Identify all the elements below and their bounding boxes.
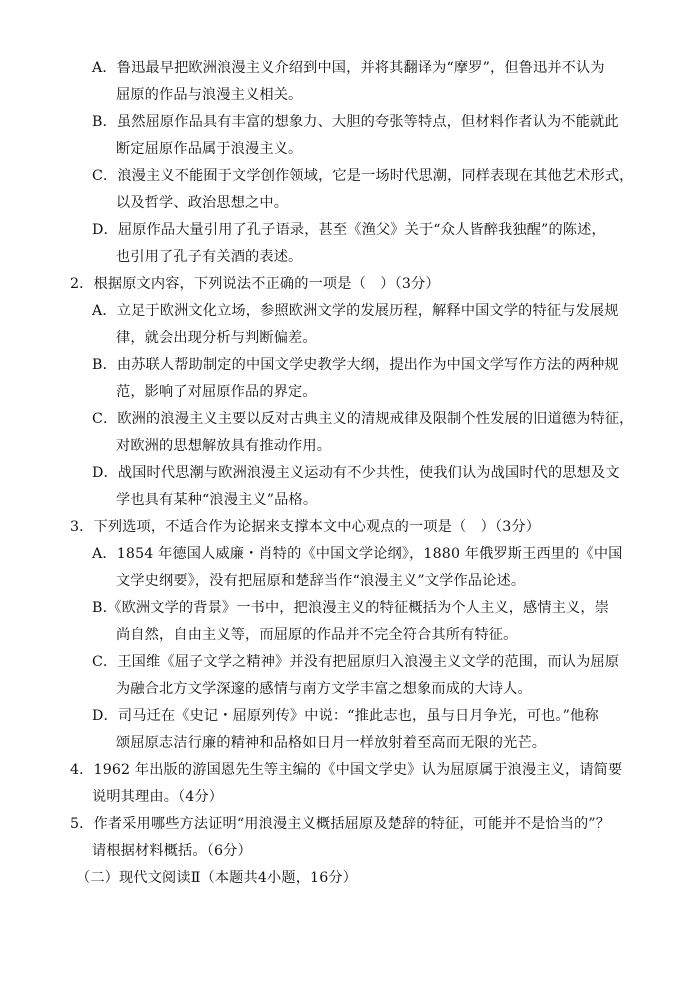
q5-stem-line1: 5．作者采用哪些方法证明“用浪漫主义概括屈原及楚辞的特征，可能并不是恰当的”？ xyxy=(70,816,611,832)
q2-option-a-line1: A．立足于欧洲文化立场，参照欧洲文学的发展历程，解释中国文学的特征与发展规 xyxy=(92,303,619,319)
q2-option-c-line1: C．欧洲的浪漫主义主要以反对古典主义的清规戒律及限制个性发展的旧道德为特征， xyxy=(92,411,634,427)
q3-option-c-line2: 为融合北方文学深邃的感情与南方文学丰富之想象而成的大诗人。 xyxy=(116,681,532,697)
q2-option-b-line2: 范，影响了对屈原作品的界定。 xyxy=(116,384,317,400)
q1-option-a-line1: A．鲁迅最早把欧洲浪漫主义介绍到中国，并将其翻译为“摩罗”，但鲁迅并不认为 xyxy=(92,60,605,76)
q4-stem-line2: 说明其理由。（4分） xyxy=(92,789,224,805)
q3-option-d-line2: 颂屈原志洁行廉的精神和品格如日月一样放射着至高而无限的光芒。 xyxy=(116,735,547,751)
q2-option-a-line2: 律，就会出现分析与判断偏差。 xyxy=(116,330,317,346)
q1-option-c-line1: C．浪漫主义不能囿于文学创作领域，它是一场时代思潮，同样表现在其他艺术形式， xyxy=(92,168,634,184)
q1-option-d-line2: 也引用了孔子有关酒的表述。 xyxy=(116,249,303,265)
q3-stem: 3．下列选项，不适合作为论据来支撑本文中心观点的一项是（ ）（3分） xyxy=(70,519,541,535)
q2-option-b-line1: B．由苏联人帮助制定的中国文学史教学大纲，提出作为中国文学写作方法的两种规 xyxy=(92,357,619,373)
q2-option-d-line2: 学也具有某种“浪漫主义”品格。 xyxy=(116,492,318,508)
q3-option-b-line1: B.《欧洲文学的背景》一书中，把浪漫主义的特征概括为个人主义，感情主义，崇 xyxy=(92,600,610,616)
q1-option-d-line1: D．屈原作品大量引用了孔子语录，甚至《渔父》关于“众人皆醉我独醒”的陈述， xyxy=(92,222,606,238)
section-heading: （二）现代文阅读Ⅱ（本题共4小题，16分） xyxy=(76,870,358,886)
q3-option-b-line2: 尚自然，自由主义等，而屈原的作品并不完全符合其所有特征。 xyxy=(116,627,518,643)
q5-stem-line2: 请根据材料概括。（6分） xyxy=(92,843,252,859)
q3-option-c-line1: C．王国维《屈子文学之精神》并没有把屈原归入浪漫主义文学的范围，而认为屈原 xyxy=(92,654,620,670)
q3-option-d-line1: D．司马迁在《史记・屈原列传》中说：“推此志也，虽与日月争光，可也。”他称 xyxy=(92,708,599,724)
q3-option-a-line2: 文学史纲要》，没有把屈原和楚辞当作“浪漫主义”文学作品论述。 xyxy=(116,573,526,589)
q2-stem: 2．根据原文内容，下列说法不正确的一项是（ ）（3分） xyxy=(70,276,440,292)
q1-option-b-line1: B．虽然屈原作品具有丰富的想象力、大胆的夸张等特点，但材料作者认为不能就此 xyxy=(92,114,619,130)
q1-option-c-line2: 以及哲学、政治思想之中。 xyxy=(116,195,289,211)
q4-stem-line1: 4．1962 年出版的游国恩先生等主编的《中国文学史》认为屈原属于浪漫主义，请简要 xyxy=(70,762,623,778)
q2-option-c-line2: 对欧洲的思想解放具有推动作用。 xyxy=(116,438,332,454)
q1-option-b-line2: 断定屈原作品属于浪漫主义。 xyxy=(116,141,303,157)
q1-option-a-line2: 屈原的作品与浪漫主义相关。 xyxy=(116,87,303,103)
q2-option-d-line1: D．战国时代思潮与欧洲浪漫主义运动有不少共性，使我们认为战国时代的思想及文 xyxy=(92,465,620,481)
q3-option-a-line1: A．1854 年德国人威廉・肖特的《中国文学论纲》，1880 年俄罗斯王西里的《中国 xyxy=(92,546,623,562)
